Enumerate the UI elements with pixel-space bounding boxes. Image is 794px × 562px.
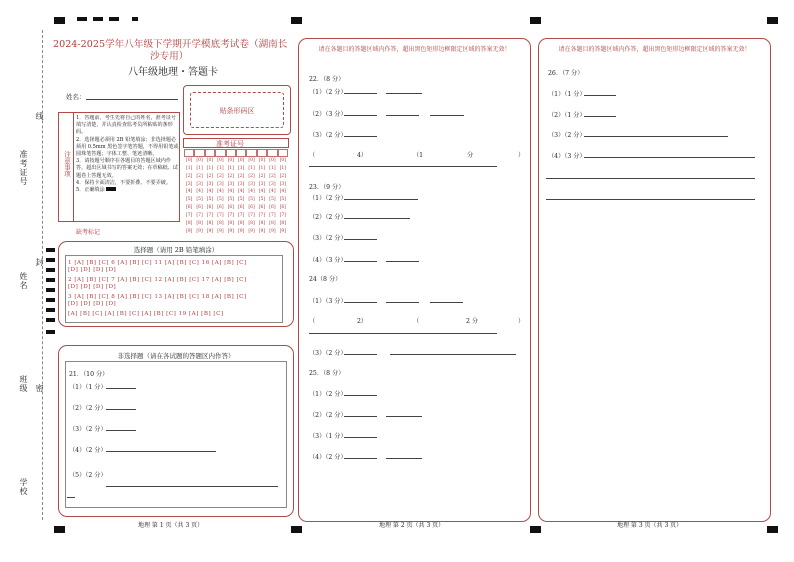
- timing-mark: [46, 330, 55, 334]
- admission-digit-bubble[interactable]: [0]: [186, 158, 193, 164]
- choice-row[interactable]: [D] [D] [D] [D]: [68, 284, 117, 290]
- admission-write-cell[interactable]: [278, 149, 288, 157]
- admission-write-cell[interactable]: [257, 149, 267, 157]
- side-label-feng: 封: [35, 258, 44, 267]
- admission-digit-bubble[interactable]: [0]: [196, 158, 203, 164]
- answer-line[interactable]: [390, 354, 516, 355]
- choice-row[interactable]: 2 [A] [B] [C] 7 [A] [B] [C] 12 [A] [B] [C] 17 [A] [B] [C]: [68, 277, 247, 283]
- admission-digit-bubble[interactable]: [7]: [269, 212, 276, 218]
- admission-digit-bubble[interactable]: [9]: [269, 228, 276, 234]
- note-item: 4．保持卡面清洁，不要折叠、不要弄破。: [76, 179, 171, 186]
- q22-paren-mid1: 4）: [357, 152, 368, 159]
- q22-paren-mid2: （1: [413, 152, 424, 159]
- admission-digit-bubble[interactable]: [0]: [279, 158, 286, 164]
- admission-digit-bubble[interactable]: [1]: [196, 166, 203, 172]
- admission-digit-bubble[interactable]: [5]: [248, 197, 255, 203]
- admission-digit-bubble[interactable]: [1]: [248, 166, 255, 172]
- admission-digit-bubble[interactable]: [3]: [217, 181, 224, 187]
- admission-digit-bubble[interactable]: [9]: [196, 228, 203, 234]
- answer-line[interactable]: [344, 302, 377, 303]
- admission-digit-bubble[interactable]: [2]: [238, 173, 245, 179]
- q24-paren: 2）: [357, 318, 368, 325]
- admission-header-box: [183, 138, 289, 148]
- admission-digit-bubble[interactable]: [9]: [248, 228, 255, 234]
- admission-digit-bubble[interactable]: [9]: [238, 228, 245, 234]
- admission-digit-bubble[interactable]: [2]: [258, 173, 266, 179]
- footer-page-3: 地理 第 3 页（共 3 页）: [617, 522, 683, 529]
- admission-digit-bubble[interactable]: [4]: [258, 189, 266, 195]
- registration-mark: [530, 17, 541, 24]
- side-label-mi: 密: [35, 384, 44, 393]
- admission-digit-bubble[interactable]: [0]: [258, 158, 266, 164]
- note-item: 5．正确填涂: [76, 187, 180, 194]
- admission-digit-bubble[interactable]: [2]: [186, 173, 193, 179]
- side-label-admission: 准考证号: [19, 150, 28, 186]
- admission-digit-bubble[interactable]: [2]: [248, 173, 255, 179]
- q22-head: 22．（8 分）: [309, 76, 345, 83]
- registration-mark: [77, 17, 87, 21]
- admission-digit-bubble[interactable]: [6]: [217, 205, 224, 211]
- q23-part: （2）（2 分）: [309, 214, 347, 221]
- answer-line[interactable]: [584, 136, 728, 137]
- admission-digit-bubble[interactable]: [7]: [186, 212, 193, 218]
- q22-paren-left: （: [309, 152, 316, 159]
- admission-digit-bubble[interactable]: [5]: [258, 197, 266, 203]
- q26-part: （2）（1 分）: [548, 112, 586, 119]
- barcode-label: 贴条形码区: [219, 107, 255, 115]
- admission-digit-bubble[interactable]: [1]: [258, 166, 266, 172]
- q24-paren: （: [309, 318, 316, 325]
- answer-line[interactable]: [386, 261, 419, 262]
- answer-line[interactable]: [546, 178, 755, 179]
- side-label-school: 学校: [19, 478, 28, 496]
- admission-digit-bubble[interactable]: [9]: [206, 228, 214, 234]
- admission-digit-bubble[interactable]: [5]: [196, 197, 203, 203]
- admission-digit-bubble[interactable]: [9]: [258, 228, 266, 234]
- admission-digit-bubble[interactable]: [4]: [238, 189, 245, 195]
- registration-mark: [54, 526, 65, 533]
- admission-digit-bubble[interactable]: [0]: [227, 158, 234, 164]
- q22-part: （2）（3 分）: [309, 111, 347, 118]
- answer-line[interactable]: [584, 157, 755, 158]
- admission-digit-bubble[interactable]: [8]: [248, 220, 255, 226]
- registration-mark: [530, 526, 541, 533]
- answer-line[interactable]: [546, 199, 755, 200]
- choice-row[interactable]: [D] [D] [D] [D]: [68, 267, 117, 273]
- timing-mark: [46, 258, 55, 262]
- admission-digit-bubble[interactable]: [1]: [238, 166, 245, 172]
- q21-part: （3）（2 分）: [69, 426, 107, 433]
- q23-head: 23．（9 分）: [309, 184, 345, 191]
- admission-digit-bubble[interactable]: [6]: [258, 205, 266, 211]
- side-label-name: 姓名: [19, 272, 28, 290]
- answer-line[interactable]: [344, 395, 377, 396]
- q26-part: （3）（2 分）: [548, 132, 586, 139]
- admission-digit-bubble[interactable]: [6]: [279, 205, 286, 211]
- answer-line[interactable]: [344, 261, 377, 262]
- answer-line[interactable]: [106, 409, 136, 410]
- admission-digit-bubble[interactable]: [5]: [227, 197, 234, 203]
- q24-part: （3）（2 分）: [309, 350, 347, 357]
- answer-line[interactable]: [344, 354, 377, 355]
- footer-page-2: 地理 第 2 页（共 3 页）: [379, 522, 445, 529]
- admission-digit-bubble[interactable]: [8]: [206, 220, 214, 226]
- answer-line[interactable]: [430, 302, 463, 303]
- admission-digit-bubble[interactable]: [5]: [279, 197, 286, 203]
- admission-digit-bubble[interactable]: [4]: [269, 189, 276, 195]
- notes-box: [58, 112, 180, 222]
- timing-mark: [46, 308, 55, 312]
- answer-line[interactable]: [309, 166, 497, 167]
- admission-digit-bubble[interactable]: [0]: [248, 158, 255, 164]
- choice-row[interactable]: [A] [B] [C] [A] [B] [C] [A] [B] [C] 19 [A] [B] [C]: [68, 311, 224, 317]
- footer-page-1: 地理 第 1 页（共 3 页）: [138, 522, 204, 529]
- admission-write-cell[interactable]: [267, 149, 277, 157]
- q26-part: （4）（3 分）: [548, 153, 586, 160]
- note-item: 1．答题前，考生先将自己的姓名，准考证号填写清楚，并认真检查监考员所粘贴的条形码。: [76, 115, 177, 136]
- answer-line[interactable]: [344, 93, 377, 94]
- answer-line[interactable]: [344, 239, 377, 240]
- answer-line[interactable]: [386, 115, 419, 116]
- admission-digit-bubble[interactable]: [3]: [279, 181, 286, 187]
- answer-line[interactable]: [106, 388, 136, 389]
- answer-line[interactable]: [67, 497, 75, 498]
- name-label: 姓名：: [66, 93, 86, 101]
- q26-part: （1）（1 分）: [548, 91, 586, 98]
- admission-digit-bubble[interactable]: [4]: [206, 189, 214, 195]
- admission-write-cell[interactable]: [205, 149, 215, 157]
- admission-write-cell[interactable]: [246, 149, 256, 157]
- q26-head: 26．（7 分）: [548, 70, 584, 77]
- admission-digit-bubble[interactable]: [7]: [248, 212, 255, 218]
- admission-digit-bubble[interactable]: [7]: [258, 212, 266, 218]
- q21-part: （2）（2 分）: [69, 405, 107, 412]
- admission-digit-bubble[interactable]: [7]: [227, 212, 234, 218]
- admission-digit-bubble[interactable]: [6]: [206, 205, 214, 211]
- admission-digit-bubble[interactable]: [4]: [186, 189, 193, 195]
- side-label-class: 班级: [19, 375, 28, 393]
- timing-mark: [46, 288, 55, 292]
- admission-write-cell[interactable]: [226, 149, 236, 157]
- admission-digit-bubble[interactable]: [2]: [269, 173, 276, 179]
- notes-list: [76, 115, 180, 221]
- admission-digit-bubble[interactable]: [3]: [186, 181, 193, 187]
- timing-mark: [46, 268, 55, 272]
- admission-digit-bubble[interactable]: [7]: [217, 212, 224, 218]
- registration-mark: [132, 17, 138, 21]
- admission-digit-bubble[interactable]: [3]: [269, 181, 276, 187]
- admission-digit-bubble[interactable]: [7]: [238, 212, 245, 218]
- admission-digit-bubble[interactable]: [8]: [227, 220, 234, 226]
- answer-line[interactable]: [344, 199, 418, 200]
- q22-part: （3）（2 分）: [309, 132, 347, 139]
- admission-digit-bubble[interactable]: [5]: [186, 197, 193, 203]
- answer-line[interactable]: [344, 416, 377, 417]
- admission-digit-bubble[interactable]: [4]: [196, 189, 203, 195]
- q22-paren-right: ）: [518, 152, 525, 159]
- timing-mark: [46, 248, 55, 252]
- answer-line[interactable]: [386, 93, 422, 94]
- registration-mark: [767, 526, 778, 533]
- q24-head: 24（8 分）: [309, 276, 342, 283]
- note-item: 2．选择题必须用 2B 铅笔填涂；非选择题必须用 0.5mm 黑色签字笔答题，不得用铅笔或圆珠笔答题；字体工整、笔迹清晰。: [76, 136, 179, 158]
- admission-write-cell[interactable]: [215, 149, 225, 157]
- answer-line[interactable]: [386, 416, 422, 417]
- admission-digit-bubble[interactable]: [3]: [238, 181, 245, 187]
- barcode-area: [183, 85, 291, 135]
- admission-digit-bubble[interactable]: [7]: [279, 212, 286, 218]
- admission-digit-bubble[interactable]: [3]: [258, 181, 266, 187]
- registration-mark: [54, 17, 65, 24]
- q21-head: 21．（10 分）: [69, 371, 109, 378]
- choice-row[interactable]: 3 [A] [B] [C] 8 [A] [B] [C] 13 [A] [B] [C] 18 [A] [B] [C]: [68, 294, 247, 300]
- admission-write-cell[interactable]: [194, 149, 204, 157]
- admission-digit-bubble[interactable]: [5]: [206, 197, 214, 203]
- admission-digit-bubble[interactable]: [0]: [206, 158, 214, 164]
- admission-digit-bubble[interactable]: [6]: [227, 205, 234, 211]
- side-label-xian: 线: [35, 112, 44, 121]
- admission-digit-bubble[interactable]: [6]: [186, 205, 193, 211]
- admission-write-cell[interactable]: [184, 149, 194, 157]
- admission-digit-bubble[interactable]: [8]: [217, 220, 224, 226]
- q25-part: （2）（2 分）: [309, 412, 347, 419]
- q21-part: （5）（2 分）: [69, 472, 107, 479]
- name-input-line[interactable]: [86, 99, 178, 100]
- admission-digit-bubble[interactable]: [2]: [217, 173, 224, 179]
- registration-mark: [93, 17, 103, 21]
- q24-paren: 2 分: [466, 318, 479, 325]
- q24-part: （1）（3 分）: [309, 298, 347, 305]
- admission-digit-bubble[interactable]: [0]: [238, 158, 245, 164]
- admission-digit-bubble[interactable]: [9]: [217, 228, 224, 234]
- admission-digit-bubble[interactable]: [3]: [248, 181, 255, 187]
- admission-digit-bubble[interactable]: [1]: [217, 166, 224, 172]
- answer-line[interactable]: [309, 333, 497, 334]
- admission-digit-bubble[interactable]: [0]: [269, 158, 276, 164]
- q24-paren: （: [413, 318, 420, 325]
- nonchoice-title: 非选择题（请在各试题的答题区内作答）: [117, 352, 235, 360]
- admission-digit-bubble[interactable]: [6]: [269, 205, 276, 211]
- answer-line[interactable]: [344, 218, 410, 219]
- admission-digit-bubble[interactable]: [6]: [238, 205, 245, 211]
- q25-part: （3）（1 分）: [309, 433, 347, 440]
- answer-line[interactable]: [344, 115, 377, 116]
- admission-digit-bubble[interactable]: [2]: [206, 173, 214, 179]
- admission-write-cell[interactable]: [236, 149, 246, 157]
- admission-digit-bubble[interactable]: [3]: [227, 181, 234, 187]
- q22-paren-mid3: 分: [467, 152, 474, 159]
- admission-digit-bubble[interactable]: [8]: [186, 220, 193, 226]
- admission-digit-bubble[interactable]: [4]: [279, 189, 286, 195]
- admission-digit-bubble[interactable]: [7]: [196, 212, 203, 218]
- registration-mark: [291, 526, 302, 533]
- admission-digit-bubble[interactable]: [8]: [279, 220, 286, 226]
- admission-grid[interactable]: [184, 149, 288, 235]
- admission-digit-bubble[interactable]: [8]: [238, 220, 245, 226]
- choice-row[interactable]: 1 [A] [B] [C] 6 [A] [B] [C] 11 [A] [B] [C] 16 [A] [B] [C]: [68, 260, 247, 266]
- q21-part: （4）（2 分）: [69, 447, 107, 454]
- panel-warning: 请在各题目的答题区域内作答，超出黑色矩形边框限定区域的答案无效！: [558, 46, 751, 53]
- admission-digit-bubble[interactable]: [4]: [227, 189, 234, 195]
- registration-mark: [767, 17, 778, 24]
- page-title-line1: 2024-2025学年八年级下学期开学模底考试卷（湖南长: [53, 39, 288, 50]
- answer-line[interactable]: [584, 95, 616, 96]
- admission-digit-bubble[interactable]: [1]: [279, 166, 286, 172]
- admission-digit-bubble[interactable]: [1]: [227, 166, 234, 172]
- admission-label: 准考证号: [216, 140, 244, 148]
- notes-title: 注意事项: [63, 151, 71, 177]
- admission-digit-bubble[interactable]: [6]: [196, 205, 203, 211]
- page-title-line2: 沙专用）: [150, 51, 189, 62]
- answer-line[interactable]: [386, 302, 419, 303]
- q23-part: （4）（3 分）: [309, 257, 347, 264]
- q23-part: （3）（2 分）: [309, 235, 347, 242]
- q22-part: （1）（2 分）: [309, 89, 347, 96]
- admission-digit-bubble[interactable]: [2]: [227, 173, 234, 179]
- admission-digit-bubble[interactable]: [0]: [217, 158, 224, 164]
- answer-line[interactable]: [106, 486, 278, 487]
- answer-line[interactable]: [584, 116, 616, 117]
- admission-digit-bubble[interactable]: [4]: [248, 189, 255, 195]
- admission-digit-bubble[interactable]: [6]: [248, 205, 255, 211]
- missing-label: 缺考标记: [76, 229, 101, 236]
- q23-part: （1）（2 分）: [309, 195, 347, 202]
- filled-sample: [106, 187, 116, 191]
- admission-digit-bubble[interactable]: [2]: [196, 173, 203, 179]
- note-item: 3．请按题号顺序在各题目的答题区域内作答，超出区域书写的答案无效；在草稿纸、试题卷上答题无效。: [76, 158, 178, 179]
- admission-digit-bubble[interactable]: [8]: [269, 220, 276, 226]
- choice-row[interactable]: [D] [D] [D] [D]: [68, 301, 117, 307]
- admission-digit-bubble[interactable]: [1]: [269, 166, 276, 172]
- answer-line[interactable]: [344, 437, 377, 438]
- timing-mark: [46, 298, 55, 302]
- answer-line[interactable]: [106, 451, 216, 452]
- q24-paren: ）: [518, 318, 525, 325]
- q25-part: （4）（2 分）: [309, 454, 347, 461]
- q25-head: 25．（8 分）: [309, 370, 345, 377]
- q25-part: （1）（2 分）: [309, 391, 347, 398]
- answer-line[interactable]: [344, 136, 377, 137]
- admission-digit-bubble[interactable]: [9]: [279, 228, 286, 234]
- admission-digit-bubble[interactable]: [1]: [206, 166, 214, 172]
- admission-digit-bubble[interactable]: [2]: [279, 173, 286, 179]
- admission-digit-bubble[interactable]: [8]: [258, 220, 266, 226]
- admission-digit-bubble[interactable]: [5]: [269, 197, 276, 203]
- timing-mark: [46, 278, 55, 282]
- admission-digit-bubble[interactable]: [5]: [238, 197, 245, 203]
- admission-digit-bubble[interactable]: [9]: [186, 228, 193, 234]
- admission-digit-bubble[interactable]: [8]: [196, 220, 203, 226]
- admission-digit-bubble[interactable]: [5]: [217, 197, 224, 203]
- answer-line[interactable]: [344, 458, 377, 459]
- answer-line[interactable]: [106, 430, 136, 431]
- binding-line: [42, 30, 43, 520]
- admission-digit-bubble[interactable]: [7]: [206, 212, 214, 218]
- admission-digit-bubble[interactable]: [9]: [227, 228, 234, 234]
- registration-mark: [291, 17, 302, 24]
- admission-digit-bubble[interactable]: [4]: [217, 189, 224, 195]
- page-subtitle: 八年级地理・答题卡: [128, 67, 218, 78]
- choice-title: 选择题（请用 2B 铅笔填涂）: [133, 246, 219, 254]
- registration-mark: [109, 17, 119, 21]
- timing-mark: [46, 318, 55, 322]
- admission-digit-bubble[interactable]: [1]: [186, 166, 193, 172]
- admission-digit-bubble[interactable]: [3]: [206, 181, 214, 187]
- panel-warning: 请在各题目的答题区域内作答，超出黑色矩形边框限定区域的答案无效！: [318, 46, 511, 53]
- answer-line[interactable]: [430, 115, 464, 116]
- answer-line[interactable]: [386, 458, 422, 459]
- admission-digit-bubble[interactable]: [3]: [196, 181, 203, 187]
- q21-part: （1）（1 分）: [69, 384, 107, 391]
